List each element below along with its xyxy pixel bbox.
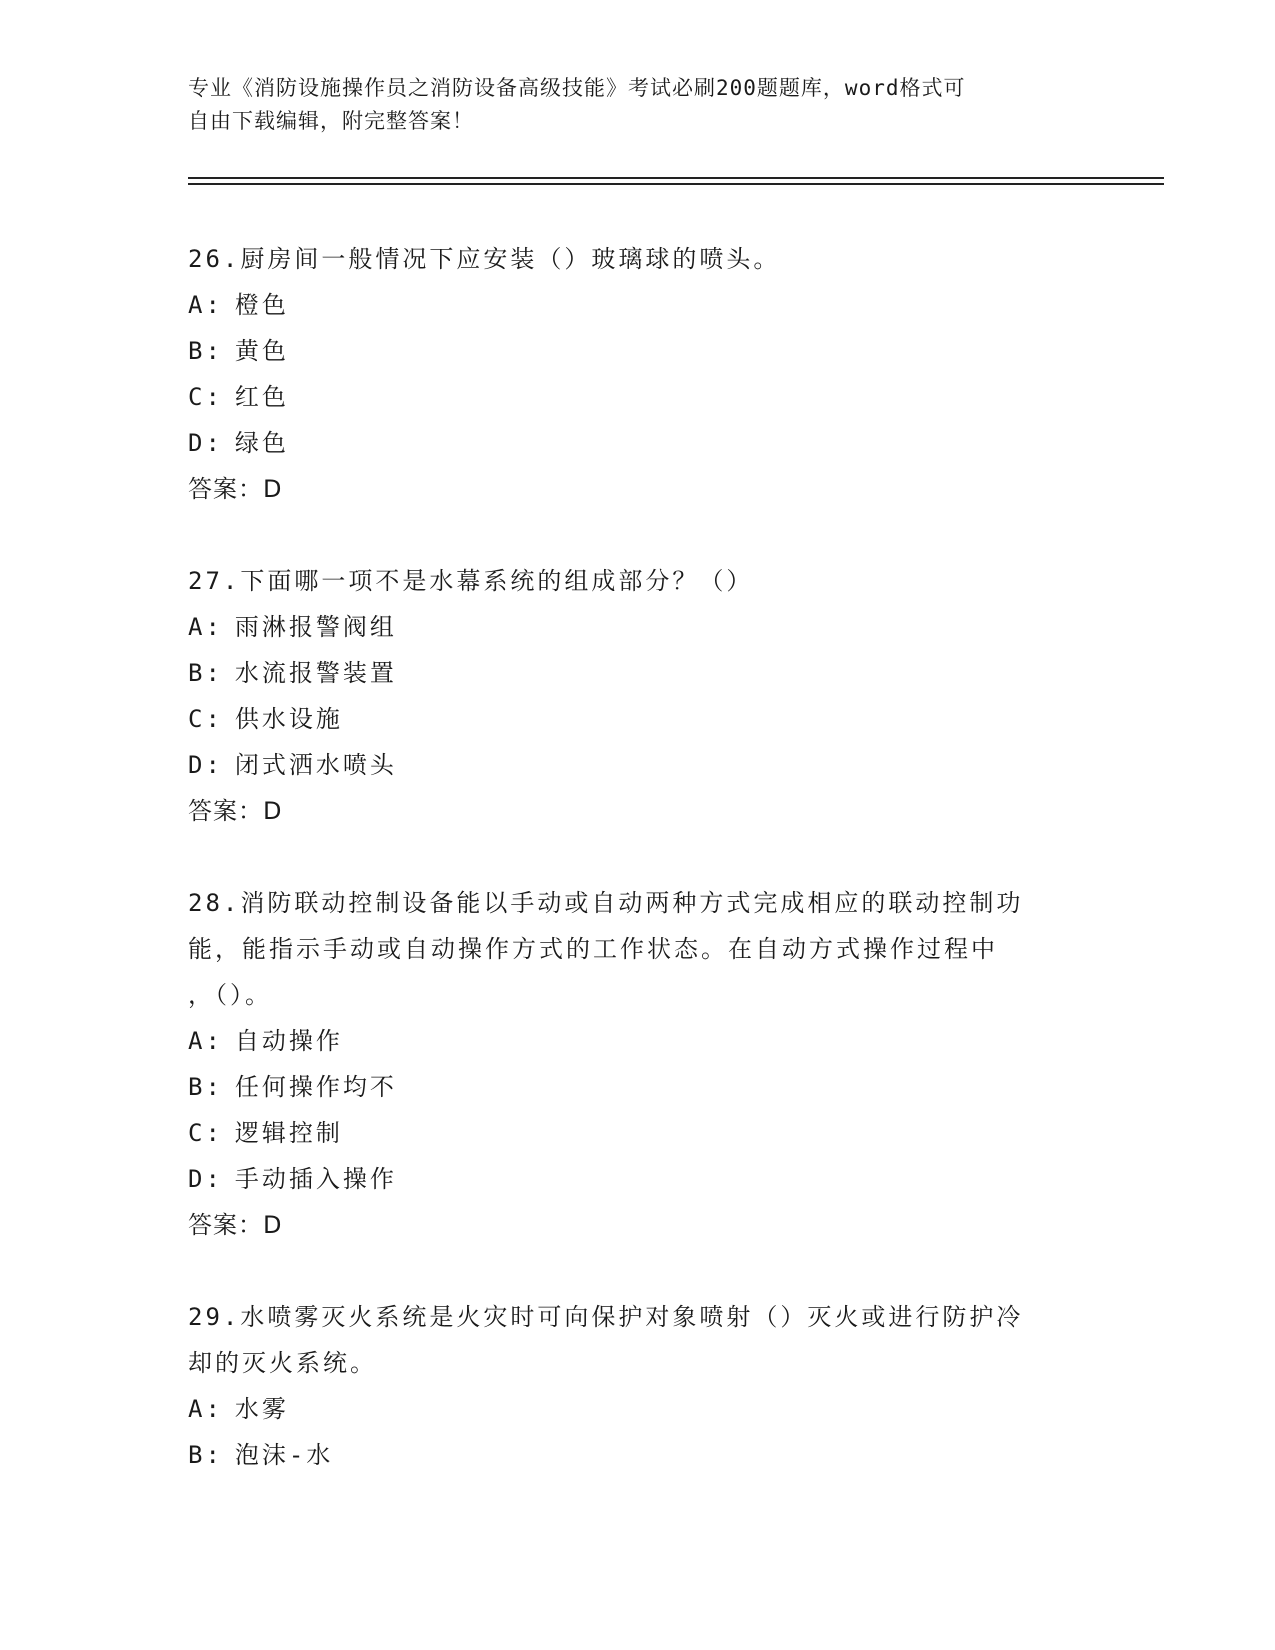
question-stem-line: 28.消防联动控制设备能以手动或自动两种方式完成相应的联动控制功 xyxy=(188,889,1024,917)
question-stem: 26.厨房间一般情况下应安装（）玻璃球的喷头。 xyxy=(188,245,781,273)
option-text: 泡沫-水 xyxy=(234,1441,334,1469)
option-text: 水流报警装置 xyxy=(234,659,397,687)
header-divider-bottom xyxy=(188,183,1164,185)
option-letter: A: xyxy=(188,291,223,319)
option-c xyxy=(188,696,1088,742)
option-d xyxy=(188,742,1088,788)
question-28 xyxy=(188,880,1088,1248)
option-b xyxy=(188,650,1088,696)
answer: 答案：D xyxy=(188,475,283,503)
option-letter: D: xyxy=(188,1165,223,1193)
option-d xyxy=(188,420,1088,466)
document-header xyxy=(188,72,1088,138)
option-text: 红色 xyxy=(234,383,289,411)
question-stem-line: 却的灭火系统。 xyxy=(188,1349,377,1377)
option-letter: D: xyxy=(188,429,223,457)
option-letter: D: xyxy=(188,751,223,779)
option-a xyxy=(188,282,1088,328)
option-text: 任何操作均不 xyxy=(234,1073,397,1101)
option-a xyxy=(188,604,1088,650)
option-letter: C: xyxy=(188,1119,223,1147)
option-c xyxy=(188,1110,1088,1156)
option-text: 闭式洒水喷头 xyxy=(234,751,397,779)
question-26 xyxy=(188,236,1088,512)
option-text: 绿色 xyxy=(234,429,289,457)
option-a xyxy=(188,1018,1088,1064)
option-letter: B: xyxy=(188,1441,223,1469)
question-27 xyxy=(188,558,1088,834)
option-a xyxy=(188,1386,1088,1432)
question-stem: 27.下面哪一项不是水幕系统的组成部分？（） xyxy=(188,567,754,595)
option-text: 供水设施 xyxy=(234,705,343,733)
header-line-2: 自由下载编辑，附完整答案！ xyxy=(188,109,474,133)
header-divider-top xyxy=(188,177,1164,179)
question-stem-line: 29.水喷雾灭火系统是火灾时可向保护对象喷射（）灭火或进行防护冷 xyxy=(188,1303,1024,1331)
option-text: 手动插入操作 xyxy=(234,1165,397,1193)
question-stem-line: ，（）。 xyxy=(188,981,272,1009)
option-text: 雨淋报警阀组 xyxy=(234,613,397,641)
option-text: 自动操作 xyxy=(234,1027,343,1055)
option-text: 黄色 xyxy=(234,337,289,365)
option-text: 水雾 xyxy=(234,1395,289,1423)
option-d xyxy=(188,1156,1088,1202)
option-c xyxy=(188,374,1088,420)
option-b xyxy=(188,1432,1088,1478)
option-letter: A: xyxy=(188,613,223,641)
option-letter: B: xyxy=(188,659,223,687)
option-letter: C: xyxy=(188,383,223,411)
option-b xyxy=(188,1064,1088,1110)
option-letter: B: xyxy=(188,1073,223,1101)
answer: 答案：D xyxy=(188,797,283,825)
option-letter: B: xyxy=(188,337,223,365)
option-text: 逻辑控制 xyxy=(234,1119,343,1147)
option-letter: A: xyxy=(188,1395,223,1423)
option-b xyxy=(188,328,1088,374)
question-29 xyxy=(188,1294,1088,1478)
option-letter: C: xyxy=(188,705,223,733)
question-stem-line: 能，能指示手动或自动操作方式的工作状态。在自动方式操作过程中 xyxy=(188,935,998,963)
header-line-1: 专业《消防设施操作员之消防设备高级技能》考试必刷200题题库，word格式可 xyxy=(188,76,966,100)
option-letter: A: xyxy=(188,1027,223,1055)
answer: 答案：D xyxy=(188,1211,283,1239)
option-text: 橙色 xyxy=(234,291,289,319)
